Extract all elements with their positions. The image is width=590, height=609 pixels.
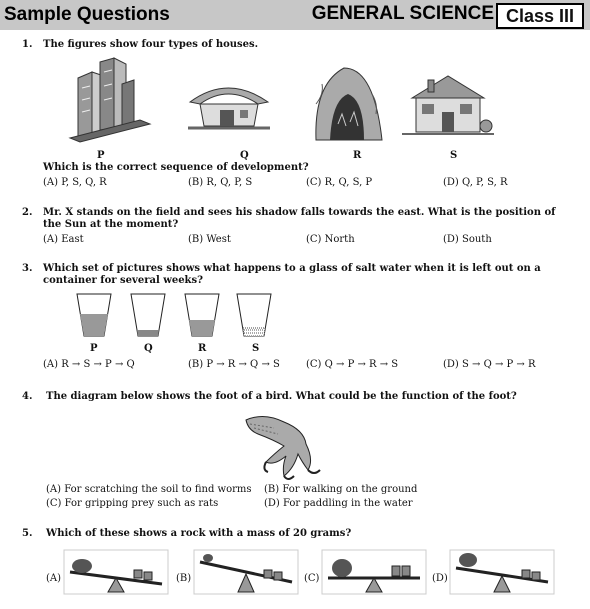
class-badge: Class III xyxy=(496,3,584,29)
seesaw-b-image xyxy=(194,550,298,594)
q1-number: 1. xyxy=(22,39,33,50)
q3-option-b[interactable]: (B) P → R → Q → S xyxy=(188,359,280,370)
q5-number: 5. xyxy=(22,528,33,539)
glass-p-image xyxy=(76,292,112,338)
q3-option-d[interactable]: (D) S → Q → P → R xyxy=(443,359,536,370)
q2-text: Mr. X stands on the field and sees his shadow falls towards the east. What is the position of the Sun at the moment? xyxy=(43,207,556,230)
q3-option-a[interactable]: (A) R → S → P → Q xyxy=(43,359,135,370)
house-s-modern-image xyxy=(402,72,494,138)
header-bar xyxy=(0,0,590,30)
house-p-skyscrapers-image xyxy=(70,58,150,140)
q1-label-r: R xyxy=(353,150,362,161)
q3-number: 3. xyxy=(22,263,33,274)
q1-label-s: S xyxy=(450,150,458,161)
q3-label-r: R xyxy=(198,343,207,354)
seesaw-a-image xyxy=(64,550,168,594)
seesaw-d-image xyxy=(450,550,554,594)
house-r-cave-image xyxy=(314,64,384,142)
seesaw-c-image xyxy=(322,550,426,594)
glass-r-image xyxy=(184,292,220,338)
q1-label-q: Q xyxy=(240,150,249,161)
q5-option-a[interactable]: (A) xyxy=(46,573,62,584)
bird-foot-image xyxy=(244,410,334,480)
q4-text: The diagram below shows the foot of a bird. What could be the function of the foot? xyxy=(46,391,517,402)
q5-option-b[interactable]: (B) xyxy=(176,573,192,584)
q1-option-c[interactable]: (C) R, Q, S, P xyxy=(306,177,373,188)
q2-option-c[interactable]: (C) North xyxy=(306,234,355,245)
q1-option-a[interactable]: (A) P, S, Q, R xyxy=(43,177,107,188)
q1-option-d[interactable]: (D) Q, P, S, R xyxy=(443,177,508,188)
q4-option-b[interactable]: (B) For walking on the ground xyxy=(264,484,418,495)
q5-text: Which of these shows a rock with a mass of 20 grams? xyxy=(46,528,352,539)
glass-s-image xyxy=(236,292,272,338)
q3-label-p: P xyxy=(90,343,98,354)
q4-option-d[interactable]: (D) For paddling in the water xyxy=(264,498,413,509)
q3-label-s: S xyxy=(252,343,260,354)
q4-option-c[interactable]: (C) For gripping prey such as rats xyxy=(46,498,219,509)
q3-text: Which set of pictures shows what happens to a glass of salt water when it is left out on a container for several weeks? xyxy=(43,263,541,286)
q4-number: 4. xyxy=(22,391,33,402)
subject-title: GENERAL SCIENCE xyxy=(311,3,494,24)
q5-option-d[interactable]: (D) xyxy=(432,573,448,584)
q3-label-q: Q xyxy=(144,343,153,354)
q1-option-b[interactable]: (B) R, Q, P, S xyxy=(188,177,253,188)
q1-subtext: Which is the correct sequence of development? xyxy=(43,162,309,173)
q2-option-d[interactable]: (D) South xyxy=(443,234,492,245)
q1-label-p: P xyxy=(97,150,105,161)
q5-option-c[interactable]: (C) xyxy=(304,573,320,584)
q4-option-a[interactable]: (A) For scratching the soil to find worms xyxy=(46,484,252,495)
q2-option-b[interactable]: (B) West xyxy=(188,234,231,245)
page-title: Sample Questions xyxy=(4,4,170,25)
house-q-hut-image xyxy=(188,80,270,132)
q3-option-c[interactable]: (C) Q → P → R → S xyxy=(306,359,399,370)
glass-q-image xyxy=(130,292,166,338)
q2-option-a[interactable]: (A) East xyxy=(43,234,84,245)
q1-text: The figures show four types of houses. xyxy=(43,39,259,50)
q2-number: 2. xyxy=(22,207,33,218)
